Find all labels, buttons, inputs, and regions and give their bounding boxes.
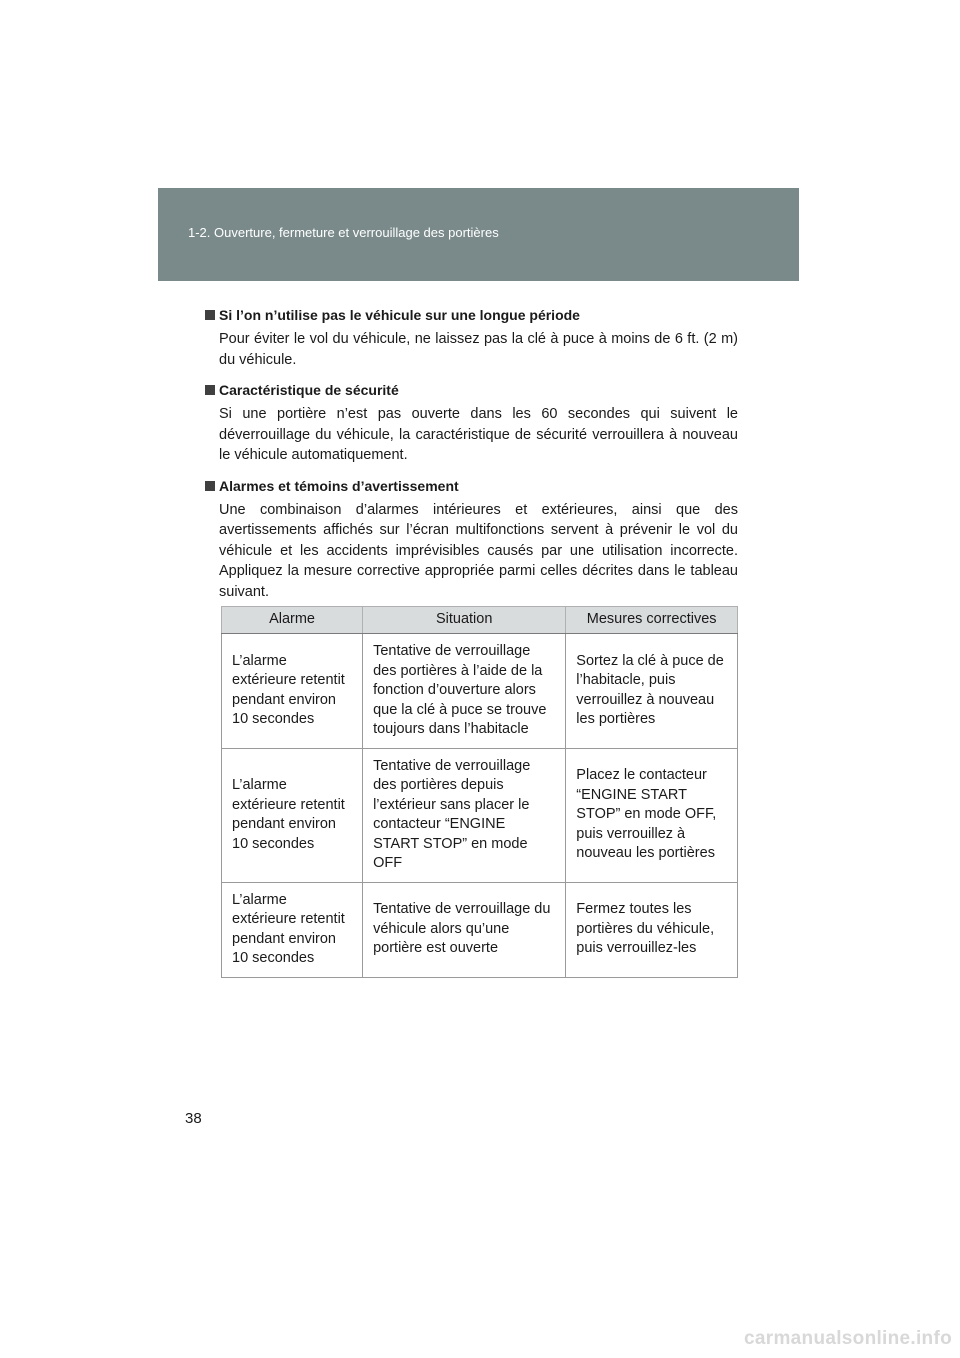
main-content xyxy=(205,305,738,612)
table-cell: Tentative de verrouillage des portières depuis l’extérieur sans placer le contacteur “ENGINE START STOP” en mode OFF xyxy=(363,748,566,882)
bullet-square-icon xyxy=(205,385,215,395)
table-cell: Sortez la clé à puce de l’habitacle, puis verrouillez à nouveau les portières xyxy=(566,634,738,749)
section-title-security: Caractéristique de sécurité xyxy=(205,380,738,400)
table-cell: Tentative de verrouillage des portières à l’aide de la fonction d’ouverture alors que la clé à puce se trouve toujours dans l’habitacle xyxy=(363,634,566,749)
section-title-alarms: Alarmes et témoins d’avertissement xyxy=(205,476,738,496)
table-row xyxy=(222,882,738,977)
column-header-alarm: Alarme xyxy=(222,607,363,634)
table-cell: L’alarme extérieure retentit pendant environ 10 secondes xyxy=(222,748,363,882)
section-title-long-period: Si l’on n’utilise pas le véhicule sur une longue période xyxy=(205,305,738,325)
alarm-table xyxy=(221,606,738,978)
watermark: carmanualsonline.info xyxy=(744,1328,952,1349)
column-header-measures: Mesures correctives xyxy=(566,607,738,634)
table-cell: Fermez toutes les portières du véhicule, puis verrouillez-les xyxy=(566,882,738,977)
table-row xyxy=(222,634,738,749)
table-cell: Placez le contacteur “ENGINE START STOP” en mode OFF, puis verrouillez à nouveau les portières xyxy=(566,748,738,882)
column-header-situation: Situation xyxy=(363,607,566,634)
section-text-security: Si une portière n’est pas ouverte dans les 60 secondes qui suivent le déverrouillage du véhicule, la caractéristique de sécurité verrouillera à nouveau le véhicule automatiquement. xyxy=(219,406,738,463)
section-text-long-period: Pour éviter le vol du véhicule, ne laissez pas la clé à puce à moins de 6 ft. (2 m) du véhicule. xyxy=(219,331,738,368)
table-cell: Tentative de verrouillage du véhicule alors qu’une portière est ouverte xyxy=(363,882,566,977)
bullet-square-icon xyxy=(205,310,215,320)
table-header-row xyxy=(222,607,738,634)
table-cell: L’alarme extérieure retentit pendant environ 10 secondes xyxy=(222,634,363,749)
chapter-title: 1-2. Ouverture, fermeture et verrouillage des portières xyxy=(188,225,499,240)
bullet-square-icon xyxy=(205,481,215,491)
table-cell: L’alarme extérieure retentit pendant environ 10 secondes xyxy=(222,882,363,977)
chapter-header xyxy=(158,188,799,281)
page-number: 38 xyxy=(185,1110,202,1127)
table-row xyxy=(222,748,738,882)
section-text-alarms: Une combinaison d’alarmes intérieures et extérieures, ainsi que des avertissements affichés sur l’écran multifonctions servent à prévenir le vol du véhicule et les accidents imprévisibles causés par une utilisation incorrecte. Appliquez la mesure corrective appropriée parmi celles décrites dans le tableau suivant. xyxy=(219,501,738,600)
